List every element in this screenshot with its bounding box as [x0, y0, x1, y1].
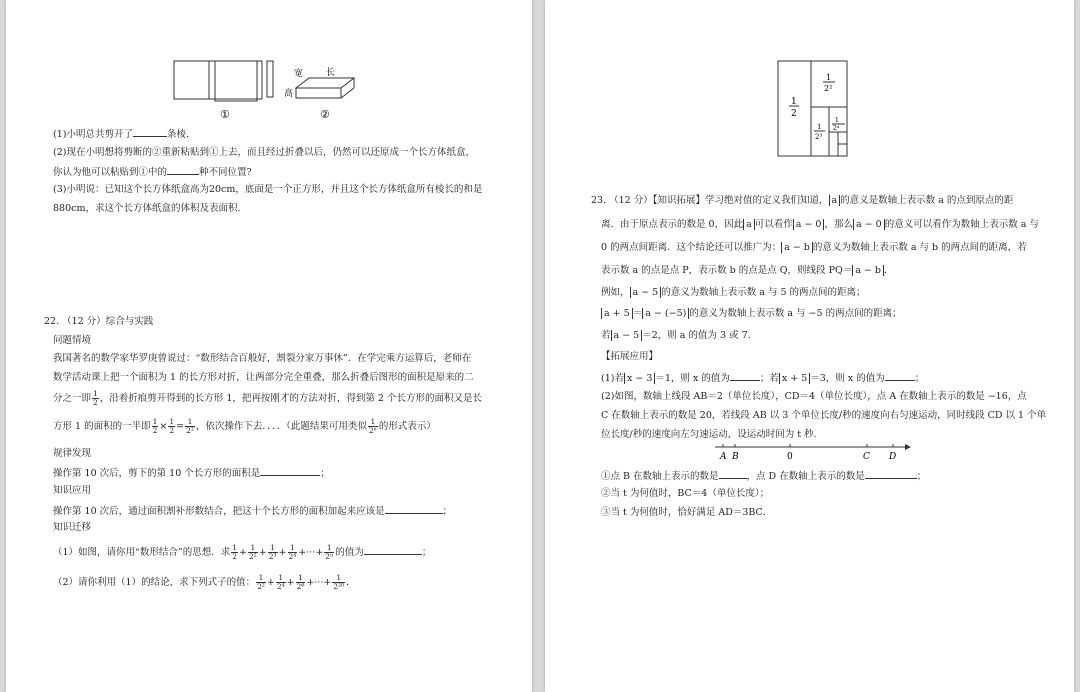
- axis-label-b: B: [732, 452, 739, 462]
- cuboid-net-figure: [166, 56, 376, 122]
- fig-label-length: 长: [326, 68, 336, 78]
- fig-half-num: 1: [791, 97, 797, 107]
- fig-q2-num: 1: [817, 123, 822, 131]
- q22-para-1: 我国著名的数学家华罗庚曾说过：“数形结合百般好，割裂分家万事休”．在学完乘方运算后，老师在: [53, 353, 472, 364]
- left-page: [6, 0, 532, 692]
- q23-example-3: 若 a − 5 ＝2，则 a 的值为 3 或 7.: [601, 330, 751, 341]
- q23-line-2: 离．由于原点表示的数是 0，因此 a 可以看作 a − 0 ，那么 a − 0 的意义可以看作为数轴上表示数 a 与: [601, 219, 1039, 230]
- q22-section-pattern: 规律发现: [53, 448, 92, 459]
- q23-line-1: 23. （12 分）【知识拓展】学习绝对值的定义我们知道， a 的意义是数轴上表示数 a 的点到原点的距: [591, 195, 1014, 206]
- fig-q1-den: 2²: [824, 84, 833, 93]
- q22-transfer-1: （1）如图，请你用“数形结合”的思想．求 $\frac{1}{2}$ + $\frac{1}{\text{2²}}$ + $\frac{1}{\text{2³}}$ + $\frac{1}{\text{2⁴}}$ +···+ $\frac{1}{\text{2ⁿ}}$ 的值为 ；: [53, 543, 432, 561]
- q23-part-2-line-3: 位长度/秒的速度向左匀速运动，设运动时间为 t 秒.: [601, 429, 817, 440]
- q22-section-application: 知识应用: [53, 485, 92, 496]
- halving-square-figure: [777, 60, 849, 158]
- q22-transfer-2: （2）请你利用（1）的结论，求下列式子的值： $\frac{1}{\text{2²}}$ + $\frac{1}{\text{2⁴}}$ + $\frac{1}{\text{2⁶}}$ +···+ $\frac{1}{\text{2²⁰}}$ ．: [53, 573, 356, 591]
- q22-section-transfer: 知识迁移: [53, 522, 92, 533]
- q23-part-1: (1)若 x − 3 ＝1，则 x 的值为 ；若 x + 5 ＝3，则 x 的值为 ；: [601, 370, 924, 385]
- q-box-2: (2)现在小明想将剪断的②重新粘贴到①上去，而且经过折叠以后，仍然可以还原成一个长方体纸盒，: [53, 147, 475, 158]
- q22-application-question: 操作第 10 次后，通过面积割补形数结合，把这十个长方形的面积加起来应该是 ；: [53, 503, 452, 518]
- right-page: [545, 0, 1074, 692]
- q23-sub-3: ③当 t 为何值时，恰好满足 AD＝3BC．: [601, 507, 773, 518]
- q23-example-2: a + 5 ＝ a − (−5) 的意义为数轴上表示数 a 与 −5 的两点间的距离；: [601, 307, 902, 320]
- q23-line-3: 0 的两点间距离．这个结论还可以推广为： a − b 的意义为数轴上表示数 a 与 b 的两点间的距离，若: [601, 242, 1027, 253]
- axis-label-c: C: [863, 452, 870, 462]
- q23-part-2-line-1: (2)如图，数轴上线段 AB＝2（单位长度），CD＝4（单位长度），点 A 在数轴上表示的数是 −16，点: [601, 391, 1027, 402]
- q23-example-1: 例如， a − 5 的意义为数轴上表示数 a 与 5 的两点间的距离；: [601, 287, 866, 298]
- q22-heading: 22. （12 分）综合与实践: [44, 316, 154, 327]
- fig-label-2: ②: [320, 108, 330, 121]
- fig-q1-num: 1: [826, 73, 832, 82]
- q22-para-2: 数学活动课上把一个面积为 1 的长方形对折，让两部分完全重叠，那么折叠后图形的面积是原来的二: [53, 372, 474, 383]
- q23-sub-1: ①点 B 在数轴上表示的数是 ，点 D 在数轴上表示的数是 ；: [601, 468, 926, 483]
- number-line: [715, 440, 915, 462]
- q23-part-2-line-2: C 在数轴上表示的数是 20，若线段 AB 以 3 个单位长度/秒的速度向右匀速运动，同时线段 CD 以 1 个单: [601, 410, 1047, 421]
- q23-section-application: 【拓展应用】: [601, 351, 659, 362]
- q-box-3: (3)小明说：已知这个长方体纸盒高为20cm，底面是一个正方形，并且这个长方体纸盒所有棱长的和是: [53, 184, 483, 195]
- fig-q3-num: 1: [835, 117, 839, 124]
- q23-sub-2: ②当 t 为何值时，BC＝4（单位长度）；: [601, 488, 770, 499]
- fig-q3-den: 2⁴: [833, 125, 840, 132]
- fig-label-height: 高: [284, 89, 294, 99]
- fig-q2-den: 2³: [815, 133, 823, 141]
- axis-label-a: A: [720, 452, 727, 462]
- fig-label-1: ①: [220, 108, 230, 121]
- fig-half-den: 2: [791, 109, 797, 119]
- fig-label-width: 宽: [294, 69, 304, 79]
- q22-pattern-question: 操作第 10 次后，剪下的第 10 个长方形的面积是 ；: [53, 465, 330, 480]
- q-box-1: (1)小明总共剪开了 条棱.: [53, 126, 189, 141]
- q-box-3b: 880cm，求这个长方体纸盒的体积及表面积.: [53, 203, 241, 214]
- q22-para-4: 方形 1 的面积的一半即 $\frac{1}{2}$ × $\frac{1}{2}$ = $\frac{1}{\text{2²}}$ ，依次操作下去．．．．（此题结果可用类似 $\frac{1}{\text{2ⁿ}}$ 的形式表示）: [53, 417, 436, 435]
- q23-line-4: 表示数 a 的点是点 P，表示数 b 的点是点 Q，则线段 PQ＝ a − b ．: [601, 265, 894, 276]
- q22-section-situation: 问题情境: [53, 335, 92, 346]
- q22-para-3: 分之一即 $\frac{1}{2}$ ，沿着折痕剪开得到的长方形 1，把再按刚才的方法对折，得到第 2 个长方形的面积又是长: [53, 389, 482, 407]
- axis-label-origin: 0: [787, 452, 793, 462]
- q-box-2b: 你认为他可以粘贴到①中的 种不同位置?: [53, 164, 252, 179]
- axis-label-d: D: [889, 452, 897, 462]
